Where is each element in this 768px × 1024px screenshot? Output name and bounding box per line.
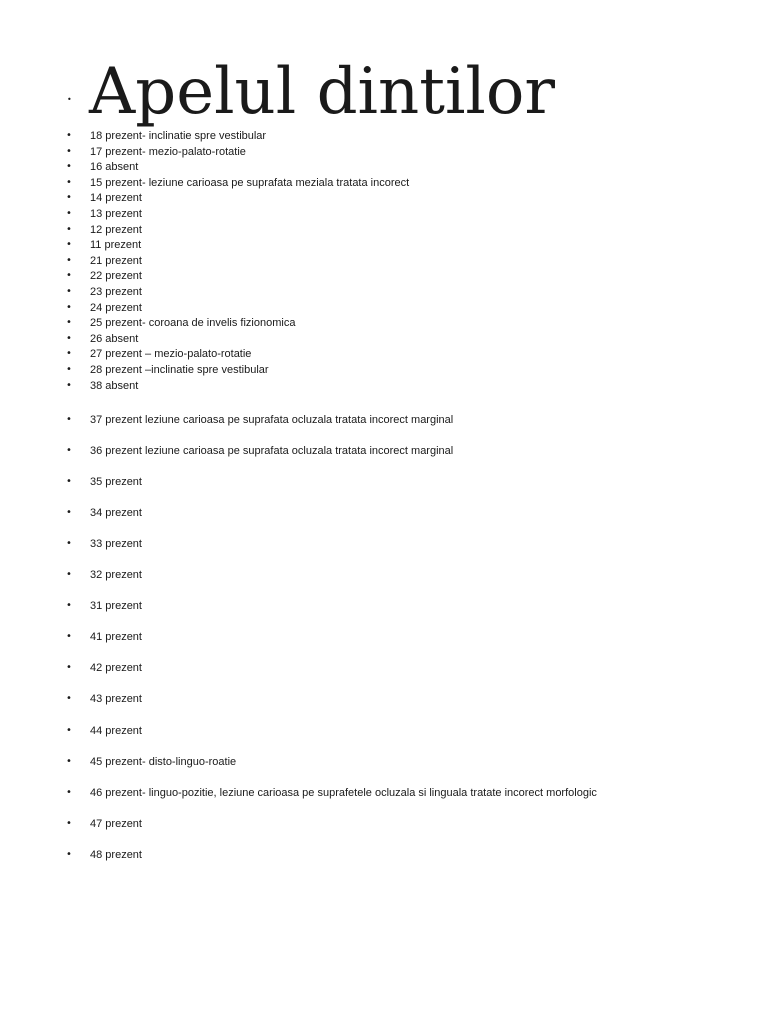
- bullet-marker: •: [66, 507, 72, 519]
- bullet-marker: •: [66, 223, 72, 235]
- list-item-text: 11 prezent: [90, 239, 142, 252]
- list-item-text: 15 prezent- leziune carioasa pe suprafata meziala tratata incorect: [90, 176, 410, 189]
- bullet-marker: •: [66, 239, 72, 251]
- list-item: [0, 331, 740, 347]
- list-item-text: 47 prezent: [90, 817, 142, 830]
- list-item-text: 34 prezent: [90, 507, 142, 520]
- list-item-text: 45 prezent- disto-linguo-roatie: [90, 755, 237, 768]
- title-bullet: •: [67, 95, 72, 104]
- list-item: [0, 754, 740, 770]
- bullet-marker: •: [66, 476, 72, 488]
- bullet-marker: •: [66, 848, 72, 860]
- list-item-text: 25 prezent- coroana de invelis fizionomica: [90, 317, 296, 330]
- list-item-text: 22 prezent: [90, 270, 142, 283]
- list-item: [0, 284, 740, 300]
- list-item: [0, 222, 740, 238]
- bullet-marker: •: [66, 192, 72, 204]
- list-item: [0, 785, 740, 801]
- bullet-marker: •: [66, 270, 72, 282]
- bullet-marker: •: [66, 755, 72, 767]
- bullet-marker: •: [66, 130, 72, 141]
- bullet-marker: •: [66, 161, 72, 173]
- list-item-text: 32 prezent: [90, 569, 142, 582]
- list-item: [0, 412, 740, 428]
- list-item: [0, 598, 740, 614]
- list-item: [0, 253, 740, 269]
- bullet-marker: •: [66, 538, 72, 550]
- list-item: [0, 206, 740, 222]
- list-item: [0, 567, 740, 583]
- list-item: [0, 536, 740, 552]
- bullet-marker: •: [66, 208, 72, 219]
- list-item-text: 24 prezent: [90, 301, 142, 314]
- list-item-text: 26 absent: [90, 332, 139, 345]
- list-item: [0, 315, 740, 331]
- bullet-marker: •: [66, 569, 72, 581]
- list-item-text: 18 prezent- inclinatie spre vestibular: [90, 130, 267, 142]
- list-item-text: 44 prezent: [90, 724, 142, 737]
- list-item: [0, 362, 740, 378]
- bullet-marker: •: [66, 254, 72, 266]
- bullet-marker: •: [66, 631, 72, 643]
- list-item: [0, 443, 740, 459]
- bullet-marker: •: [66, 662, 72, 674]
- list-item: [0, 816, 740, 832]
- bullet-marker: •: [66, 379, 72, 391]
- list-item: [0, 346, 740, 362]
- bullet-marker: •: [66, 693, 72, 705]
- list-item-text: 12 prezent: [90, 223, 142, 236]
- title-row: [0, 52, 768, 132]
- list-item: [0, 723, 740, 739]
- list-item-text: 28 prezent –inclinatie spre vestibular: [90, 364, 269, 376]
- bullet-marker: •: [66, 348, 72, 360]
- list-item: [0, 660, 740, 676]
- list-item: [0, 378, 740, 394]
- page-title: Apelul dintilor: [89, 55, 555, 129]
- list-item-text: 33 prezent: [90, 538, 142, 551]
- bullet-marker: •: [66, 817, 72, 829]
- list-item-text: 13 prezent: [90, 208, 142, 220]
- list-item: [0, 300, 740, 316]
- bullet-marker: •: [66, 332, 72, 344]
- list-item: [0, 847, 740, 863]
- list-item: [0, 159, 740, 175]
- list-item-text: 36 prezent leziune carioasa pe suprafata ocluzala tratata incorect marginal: [90, 445, 454, 458]
- bullet-marker: •: [66, 786, 72, 798]
- list-item-text: 35 prezent: [90, 476, 142, 489]
- list-item-text: 42 prezent: [90, 662, 142, 675]
- bullet-marker: •: [66, 145, 72, 157]
- list-item: [0, 474, 740, 490]
- bullet-marker: •: [66, 364, 72, 375]
- list-item-text: 23 prezent: [90, 286, 142, 298]
- list-item-text: 41 prezent: [90, 631, 142, 644]
- list-item-text: 21 prezent: [90, 254, 142, 267]
- bullet-marker: •: [66, 414, 72, 425]
- list-item: [0, 629, 740, 645]
- list-item: [0, 128, 740, 144]
- list-item-text: 37 prezent leziune carioasa pe suprafata ocluzala tratata incorect marginal: [90, 414, 454, 426]
- list-item: [0, 144, 740, 160]
- bullet-marker: •: [66, 176, 72, 188]
- bullet-marker: •: [66, 317, 72, 329]
- list-item: [0, 175, 740, 191]
- list-item-text: 46 prezent- linguo-pozitie, leziune carioasa pe suprafetele ocluzala si linguala tratate incorect morfologic: [90, 786, 597, 799]
- list-item-text: 27 prezent – mezio-palato-rotatie: [90, 348, 252, 361]
- list-item: [0, 505, 740, 521]
- bullet-marker: •: [66, 724, 72, 736]
- bullet-marker: •: [66, 445, 72, 457]
- bullet-marker: •: [66, 286, 72, 297]
- list-item-text: 16 absent: [90, 161, 139, 174]
- list-item-text: 43 prezent: [90, 693, 142, 706]
- list-item-text: 31 prezent: [90, 600, 142, 613]
- list-item-text: 38 absent: [90, 379, 139, 392]
- list-item: [0, 268, 740, 284]
- bullet-marker: •: [66, 301, 72, 313]
- bullet-marker: •: [66, 600, 72, 612]
- list-item: [0, 691, 740, 707]
- list-item: [0, 237, 740, 253]
- list-item-text: 17 prezent- mezio-palato-rotatie: [90, 145, 246, 158]
- list-item-text: 48 prezent: [90, 848, 142, 861]
- list-item-text: 14 prezent: [90, 192, 142, 205]
- list-item: [0, 190, 740, 206]
